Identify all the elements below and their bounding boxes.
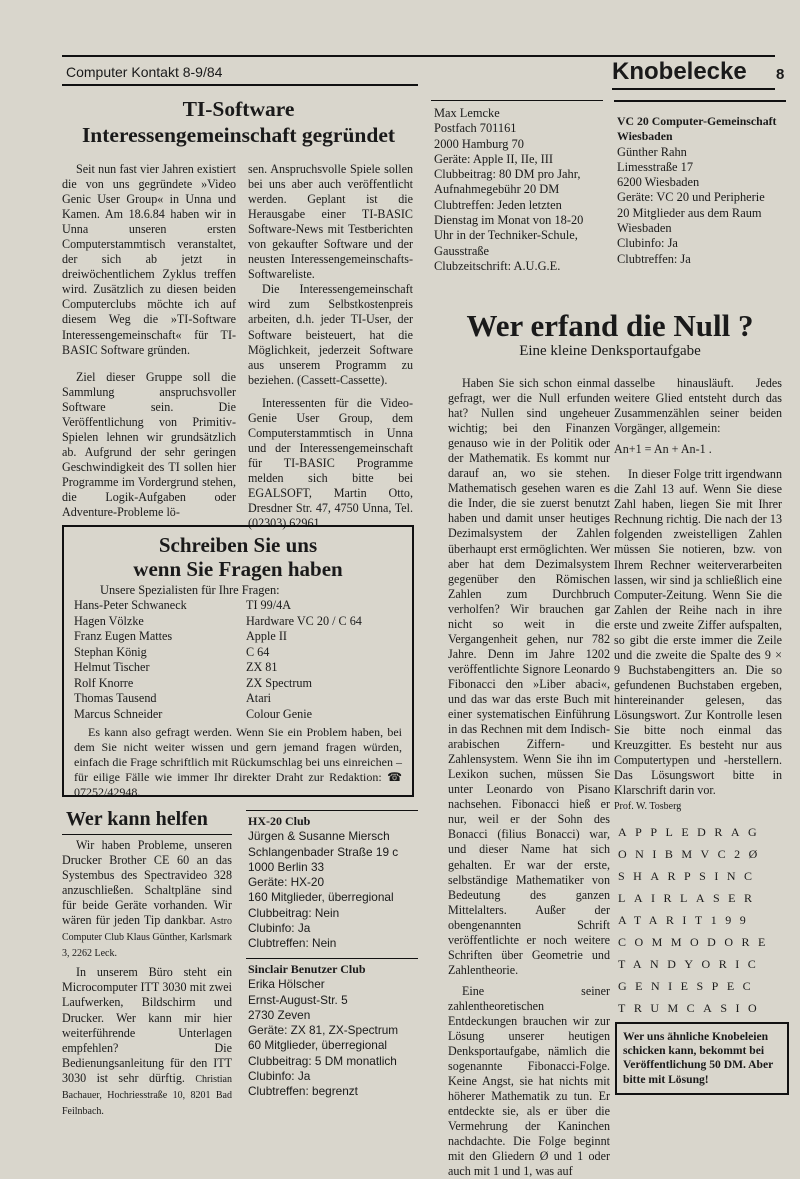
null-paragraph: In dieser Folge tritt irgendwann die Zahl 13 auf. Wenn Sie diese Zahl haben, liegen Sie mit Ihrer Rechnung richtig. Die nach der 13 folgenden zweistelligen Zahlen müssen Sie notieren, bzw. von Ihrem Rechner weiterverarbeiten lassen, wir sind ja schließlich eine Computer-Zeitung. Wenn Sie die Zahlen der Reihe nach in ihre erste und zweite Ziffer aufspalten, so gibt die erste immer die Zeile und die zweite die Spalte des 9 × 9 Buchstabengitters an. Die so gefundenen Buchstaben ergeben, hintereinander gelesen, das Lösungswort. Zur Kontrolle lesen Sie bitte noch einmal das Kreuzgitter. Es besteht nur aus Computertypen und -herstellern. Das Lösungswort bitte in Klarschrift darin vor. [614,467,782,798]
header-rule-left [62,84,418,86]
null-paragraph: Haben Sie sich schon einmal gefragt, wer die Null erfunden hat? Nullen sind ungeheuer wichtig; bei den Finanzen genauso wie in der Politik oder der Mathematik. Es kommt nur darauf an, wo sie stehen. Mathematisch gesehen waren es die Inder, die sie zuerst benutzt haben und damit unser heutiges Dezimalsystem der Zahlen überhaupt erst ermöglichten. Wer aber hat dem Dezimalsystem gegenüber den Römischen Zahlen zum Durchbruch verholfen? Wir brauchen gar nicht so weit in die Vergangenheit gehen, nur 782 Jahre. Denn im Jahre 1202 veröffentlichte Signore Leonardo Fibonacci den »Liber abaci«, und das war das erste Buch mit einer systematischen Einführung in das Rechnen mit dem Indisch-arabischen Ziffern- und Zahlensystem. Wenn Sie ihn im Lexikon suchen, müssen Sie unter Leonardo von Pisano nachsehen. Fibonacci hieß er nur, weil er der Sohn des Bonacci (filius Bonacci) war, und dieser Name hat sich gehalten. Er war der erste, selbständige Mathematiker von Bedeutung des ganzen Mittelalters. Außer der obengenannten Schrift veröffentlichte er noch weitere Schriften über Geometrie und Zahlentheorie. [448,376,610,977]
letter-grid-row [618,957,778,979]
helfen-text: In unserem Büro steht ein Microcomputer ITT 3030 mit zwei Laufwerken, Bildschirm und Drucker. Wer kann mir hier weiterführende Unterlagen empfehlen? Die Bedienungsanleitung für den ITT 3030 ist sehr dürftig. [62,965,232,1085]
letter-grid-row-text: APPLEDRAG [618,825,766,839]
ti-paragraph: sen. Anspruchsvolle Spiele sollen bei uns aber auch veröffentlicht werden. Geplant ist die Herausgabe einer TI-BASIC Software-News mit Testberichten von gekaufter Software und der neusten Interessengemeinschafts-Softwareliste. [248,162,413,282]
helfen-signature: Christian Bachauer, Hochriesstraße 10, 8201 Bad Feilnbach. [62,1073,232,1117]
vc20-rule [614,100,786,102]
club-line: 60 Mitglieder, überregional [248,1038,388,1053]
section-title: Knobelecke [612,58,747,85]
club-line: 6200 Wiesbaden [617,175,700,190]
letter-grid-row [618,1001,778,1023]
specialist-topic: ZX 81 [246,660,278,674]
null-column-1 [448,376,610,1179]
specialist-topic: Atari [246,691,272,705]
lemcke-club-box [434,106,583,274]
club-line: Gausstraße [434,243,490,258]
club-line: Clubtreffen: Ja [617,251,691,266]
specialist-row [74,691,402,707]
letter-grid-row-text: GENIESPEC [618,979,760,993]
letter-grid-row-text: ONIBMVC2Ø [618,847,766,861]
top-rule [62,55,775,57]
ti-paragraph: Ziel dieser Gruppe soll die Sammlung anspruchsvoller Software sein. Die Veröffentlichung von Primitiv-Spielen lehnen wir grundsätzlich ab. Aufgrund der sehr geringen Geschwindigkeit des TI sollen hier Programme im Vordergrund stehen, die Logik-Aufgaben oder Adventure-Probleme lö- [62,369,236,520]
club-line: 2000 Hamburg 70 [434,136,524,151]
letter-grid-row-text: COMMODORE [618,935,774,949]
club-line: Erika Hölscher [248,977,325,992]
vc20-club-box [617,114,776,267]
specialist-row [74,660,402,676]
letter-grid-row-text: ATARIT199 [618,913,755,927]
specialist-name: Thomas Tausend [74,691,157,705]
specialist-topic: TI 99/4A [246,598,292,612]
letter-grid-row-text: TRUMCASIO [618,1001,766,1015]
club-line: Postfach 701161 [434,121,517,136]
club-line: Geräte: ZX 81, ZX-Spectrum [248,1023,399,1038]
null-paragraph: dasselbe hinausläuft. Jedes weitere Glied entsteht durch das Zusammenzählen seiner beiden Vorgänger, allgemein: [614,376,782,436]
letter-grid-row [618,825,778,847]
club-line: Wiesbaden [617,221,672,236]
club-line: Clubbeitrag: 80 DM pro Jahr, [434,167,581,182]
specialist-name: Marcus Schneider [74,706,163,721]
specialist-row [74,598,402,614]
ti-title [66,96,411,148]
lemcke-rule [431,100,603,101]
questions-outro [74,725,402,800]
club-line: 1000 Berlin 33 [248,859,325,874]
letter-grid-row [618,891,778,913]
helfen-column [62,838,232,1119]
club-line: Clubtreffen: begrenzt [248,1084,358,1099]
sinclair-club-box [248,962,398,1100]
helfen-rule [62,834,232,835]
fibonacci-formula: An+1 = An + An-1 . [614,442,712,457]
club-line: Schlangenbader Straße 19 c [248,844,399,859]
hx20-title: HX-20 Club [248,814,311,828]
ti-column-1 [62,162,236,520]
club-line: Clubtreffen: Jeden letzten [434,197,562,212]
club-line: Günther Rahn [617,144,687,159]
letter-grid-row-text: LAIRLASER [618,891,761,905]
club-line: Uhr in der Techniker-Schule, [434,228,578,243]
header-rule-right [612,88,775,90]
club-line: 2730 Zeven [248,1007,311,1022]
club-line: Clubbeitrag: Nein [248,905,340,920]
letter-grid-row-text: SHARPSINC [618,869,761,883]
ti-title-line2: Interessengemeinschaft gegründet [81,123,396,147]
null-author: Prof. W. Tosberg [614,801,682,813]
specialist-name: Stephan König [74,644,147,659]
specialist-topic: ZX Spectrum [246,675,313,690]
helfen-paragraph [62,965,232,1118]
helfen-title: Wer kann helfen [66,808,208,830]
editorial-phone: ☎ 07252/42948. [74,770,403,799]
specialist-row [74,614,402,630]
club-line: Clubzeitschrift: A.U.G.E. [434,258,561,273]
vc20-title: VC 20 Computer-Gemeinschaft [617,114,777,128]
club-line: Jürgen & Susanne Miersch [248,829,390,844]
specialist-name: Hagen Völzke [74,613,144,628]
club-line: Geräte: Apple II, IIe, III [434,151,554,166]
helfen-text: Wir haben Probleme, unseren Drucker Brother CE 60 an das Systembus des Spectravideo 328 anzuschließen. Schaltpläne sind für beide Geräte vorhanden. Wir wären für jeden Tip dankbar. [62,838,232,928]
club-line: Aufnahmegebühr 20 DM [434,182,560,197]
letter-grid-row [618,935,778,957]
specialist-topic: Apple II [246,629,287,643]
club-line: Max Lemcke [434,106,500,120]
specialist-topic: Hardware VC 20 / C 64 [246,613,362,628]
questions-title-line1: Schreiben Sie uns [158,533,318,557]
ti-paragraph: Interessenten für die Video-Genie User Group, dem Computerstammtisch in Unna und der Interessengemeinschaft für TI-BASIC Programme melden sich bitte bei EGALSOFT, Martin Otto, Dresdner Str. 47, 4750 Unna, Tel. (02303) 62961. [248,395,413,531]
null-column-2 [614,376,782,812]
knobel-info-box: Wer uns ähnliche Knobeleien schicken kann, bekommt bei Veröffentlichung 50 DM. Aber bitte mit Lösung! [615,1022,789,1095]
helfen-paragraph [62,838,232,961]
letter-grid-row [618,979,778,1001]
questions-title [64,533,412,581]
club-line: Clubinfo: Ja [248,1069,311,1084]
null-subtitle: Eine kleine Denksportaufgabe [519,343,701,359]
club-line: 160 Mitglieder, überregional [248,890,394,905]
club-line: Ernst-August-Str. 5 [248,992,348,1007]
sinclair-title: Sinclair Benutzer Club [248,962,366,976]
club-line: Geräte: VC 20 und Peripherie [617,190,765,205]
questions-outro-text: Es kann also gefragt werden. Wenn Sie ein Problem haben, bei dem Sie nicht weiter wissen und gern jemand fragen würden, einfach die Frage schriftlich mit Rückumschlag bei uns einreichen – für eilige Fälle wie immer Ihr direkter Draht zur Redaktion: [74,725,402,784]
ti-title-line1: TI-Software [182,97,295,121]
helfen-signature: Astro Computer Club Klaus Günther, Karlsmark 3, 2262 Leck. [62,916,232,960]
hx20-rule [246,810,418,811]
club-line: Clubbeitrag: 5 DM monatlich [248,1053,397,1068]
specialist-row [74,676,402,692]
specialist-name: Rolf Knorre [74,675,134,690]
magazine-issue: Computer Kontakt 8-9/84 [66,64,223,80]
ti-paragraph: Die Interessengemeinschaft wird zum Selbstkostenpreis arbeiten, d.h. jeder TI-User, der Software beisteuert, hat die Möglichkeit, jederzeit Software aus unserem Programm zu beziehen. (Cassett-Cassette). [248,282,413,387]
club-line: Geräte: HX-20 [248,875,325,890]
page-number: 8 [776,66,785,83]
questions-title-line2: wenn Sie Fragen haben [133,557,343,581]
club-line: 20 Mitglieder aus dem Raum [617,205,762,220]
questions-intro: Unsere Spezialisten für Ihre Fragen: [100,583,280,597]
club-line: Dienstag im Monat von 18-20 [434,213,584,228]
specialist-row [74,707,402,723]
ti-column-2 [248,162,413,531]
specialist-name: Franz Eugen Mattes [74,629,173,643]
letter-grid-row [618,847,778,869]
letter-grid-row [618,913,778,935]
club-line: Clubinfo: Ja [248,921,311,936]
sinclair-rule [246,958,418,959]
specialist-topic: Colour Genie [246,706,313,721]
letter-grid-row-text: TANDYORIC [618,957,765,971]
hx20-club-box [248,814,398,952]
specialist-name: Hans-Peter Schwaneck [74,598,187,612]
club-line: Clubinfo: Ja [617,236,678,251]
specialist-name: Helmut Tischer [74,660,150,674]
null-title: Wer erfand die Null ? [466,308,754,343]
vc20-title-city: Wiesbaden [617,129,673,144]
specialist-topic: C 64 [246,644,270,659]
club-line: Clubtreffen: Nein [248,936,337,951]
ti-paragraph: Seit nun fast vier Jahren existiert die von uns gegründete »Video Genic User Group« in Unna und Kamen. Am 18.6.84 haben wir in Unna unseren ersten Computerstammtisch veranstaltet, der sich ab jetzt in dreiwöchentlichem Zyklus treffen wird. Zusätzlich zu diesen beiden Computerclubs möchte ich auf diesem Weg die »TI-Software Interessengemeinschaft« für TI-BASIC Software gründen. [62,162,236,357]
club-line: Limesstraße 17 [617,159,694,174]
null-paragraph: Eine seiner zahlentheoretischen Entdeckungen brauchen wir zur Lösung unserer heutigen Denksportaufgabe, nämlich die sogenannte Fibonacci-Folge. Keine Angst, sie hat nichts mit höherer Mathematik zu tun. Er entdeckte sie, als er über die Vermehrung der Kaninchen nachdachte. Die Folge beginnt mit den Gliedern Ø und 1 oder auch mit 1 und 1, was auf [448,983,610,1179]
specialist-row [74,645,402,661]
questions-box [62,525,414,797]
letter-grid [618,825,778,1023]
specialist-row [74,629,402,645]
letter-grid-row [618,869,778,891]
